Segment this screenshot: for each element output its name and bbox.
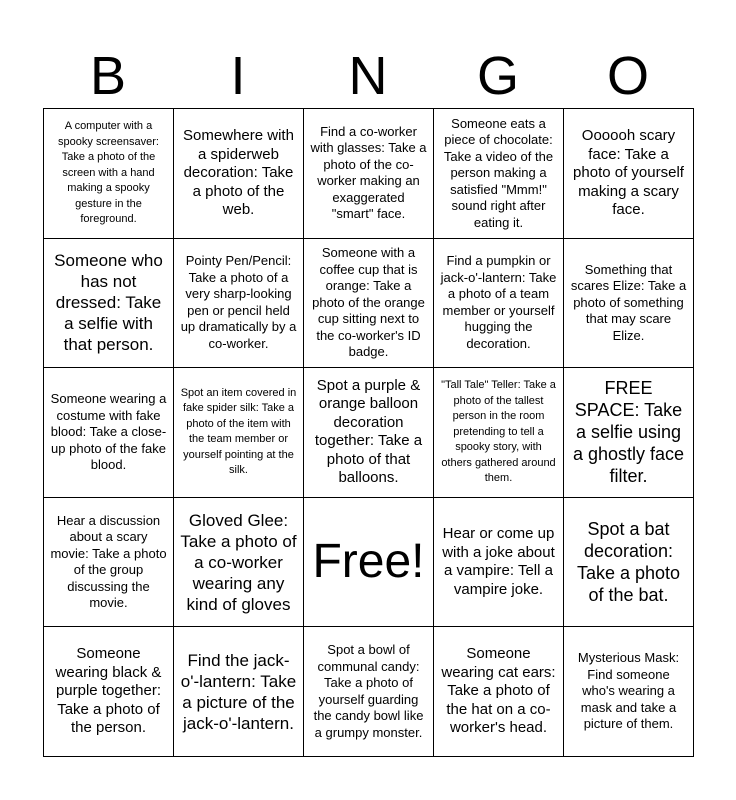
cell-text: Someone wearing cat ears: Take a photo of the hat on a co-worker's head. bbox=[441, 645, 556, 737]
cell-text: Hear a discussion about a scary movie: Take a photo of the group discussing the movie. bbox=[50, 512, 167, 611]
cell-text: "Tall Tale" Teller: Take a photo of the tallest person in the room pretending to tell a spooky story, with others gathered around them. bbox=[441, 379, 556, 485]
cell-text: Pointy Pen/Pencil: Take a photo of a very sharp-looking pen or pencil held up dramatically by a co-worker. bbox=[180, 253, 297, 351]
header-letter-n: N bbox=[348, 46, 388, 106]
bingo-grid bbox=[43, 108, 694, 757]
bingo-cell[interactable] bbox=[304, 239, 434, 369]
cell-text: Someone wearing black & purple together: Take a photo of the person. bbox=[55, 645, 162, 737]
cell-text: A computer with a spooky screensaver: Take a photo of the screen with a hand making a spooky gesture in the foreground. bbox=[58, 120, 159, 226]
bingo-cell[interactable] bbox=[44, 627, 174, 757]
bingo-cell[interactable] bbox=[434, 498, 564, 628]
bingo-header bbox=[43, 44, 693, 108]
bingo-cell[interactable] bbox=[304, 109, 434, 239]
cell-text: Someone who has not dressed: Take a selfie with that person. bbox=[54, 251, 163, 355]
cell-text: Spot a purple & orange balloon decoration together: Take a photo of that balloons. bbox=[314, 376, 423, 487]
bingo-cell[interactable] bbox=[564, 239, 694, 369]
cell-text: FREE SPACE: Take a selfie using a ghostly face filter. bbox=[572, 378, 685, 487]
bingo-cell[interactable] bbox=[44, 239, 174, 369]
bingo-cell[interactable] bbox=[434, 368, 564, 498]
bingo-cell[interactable] bbox=[174, 109, 304, 239]
header-letter-b: B bbox=[89, 46, 127, 106]
bingo-cell[interactable] bbox=[174, 239, 304, 369]
cell-text: Find a co-worker with glasses: Take a photo of the co-worker making an exaggerated "smart" face. bbox=[310, 123, 427, 222]
bingo-cell[interactable] bbox=[44, 498, 174, 628]
cell-text: Hear or come up with a joke about a vampire: Tell a vampire joke. bbox=[442, 525, 555, 598]
bingo-cell[interactable] bbox=[304, 627, 434, 757]
cell-text: Mysterious Mask: Find someone who's wearing a mask and take a picture of them. bbox=[577, 650, 680, 732]
bingo-cell[interactable] bbox=[44, 109, 174, 239]
bingo-cell[interactable] bbox=[304, 368, 434, 498]
free-space-text: Free! bbox=[312, 535, 425, 589]
bingo-cell[interactable] bbox=[434, 109, 564, 239]
cell-text: Find a pumpkin or jack-o'-lantern: Take a photo of a team member or yourself hugging the decoration. bbox=[440, 253, 557, 351]
bingo-cell[interactable] bbox=[564, 368, 694, 498]
cell-text: Spot an item covered in fake spider silk: Take a photo of the item with the team member or yourself pointing at the silk. bbox=[180, 386, 297, 477]
cell-text: Someone wearing a costume with fake blood: Take a close-up photo of the fake blood. bbox=[50, 391, 167, 473]
cell-text: Spot a bowl of communal candy: Take a photo of yourself guarding the candy bowl like a grumpy monster. bbox=[313, 642, 424, 740]
bingo-cell[interactable] bbox=[564, 498, 694, 628]
cell-text: Find the jack-o'-lantern: Take a picture of the jack-o'-lantern. bbox=[180, 650, 297, 733]
cell-text: Someone with a coffee cup that is orange: Take a photo of the orange cup sitting next to the co-worker's ID badge. bbox=[312, 245, 425, 360]
cell-text: Something that scares Elize: Take a photo of something that may scare Elize. bbox=[570, 261, 687, 343]
bingo-cell[interactable] bbox=[564, 627, 694, 757]
bingo-cell[interactable] bbox=[434, 239, 564, 369]
bingo-cell[interactable] bbox=[174, 498, 304, 628]
cell-text: Oooooh scary face: Take a photo of yourself making a scary face. bbox=[573, 127, 684, 219]
header-letter-i: I bbox=[230, 46, 246, 106]
cell-text: Somewhere with a spiderweb decoration: Take a photo of the web. bbox=[183, 127, 294, 219]
header-letter-o: O bbox=[606, 46, 649, 106]
bingo-cell[interactable] bbox=[44, 368, 174, 498]
cell-text: Someone eats a piece of chocolate: Take a video of the person making a satisfied "Mmm!" sound right after eating it. bbox=[443, 115, 554, 230]
header-letter-g: G bbox=[476, 46, 519, 106]
bingo-cell[interactable] bbox=[564, 109, 694, 239]
bingo-cell[interactable] bbox=[174, 627, 304, 757]
free-space-cell[interactable] bbox=[304, 498, 434, 628]
bingo-cell[interactable] bbox=[434, 627, 564, 757]
cell-text: Gloved Glee: Take a photo of a co-worker wearing any kind of gloves bbox=[180, 510, 297, 614]
bingo-cell[interactable] bbox=[174, 368, 304, 498]
cell-text: Spot a bat decoration: Take a photo of the bat. bbox=[576, 519, 681, 606]
